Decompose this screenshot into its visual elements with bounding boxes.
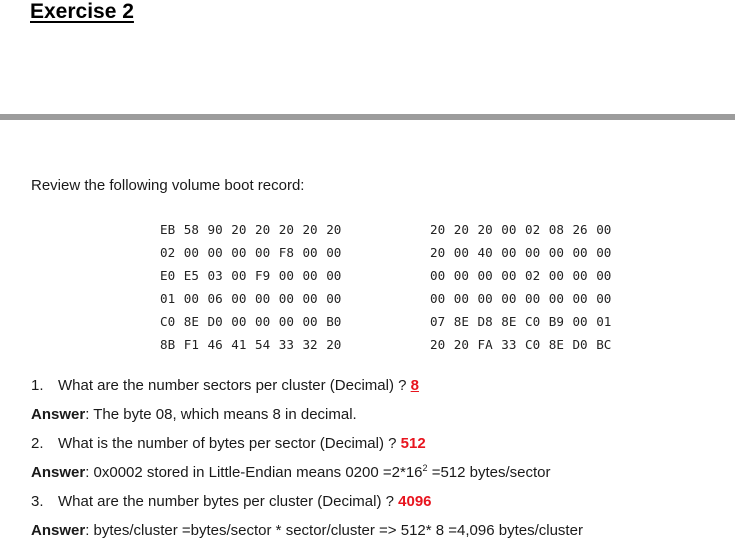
question-text: What is the number of bytes per sector (Decimal) ? — [58, 435, 401, 452]
question-2 — [31, 435, 426, 453]
hex-bytes-right: 07 8E D8 8E C0 B9 00 01 — [430, 314, 612, 329]
answer-text-pre: : 0x0002 stored in Little-Endian means 0200 =2*16 — [85, 464, 423, 481]
question-text: What are the number bytes per cluster (Decimal) ? — [58, 493, 399, 510]
answer-text: : bytes/cluster =bytes/sector * sector/cluster => 512* 8 =4,096 bytes/cluster — [85, 522, 583, 539]
hex-row — [160, 241, 700, 264]
question-3 — [31, 493, 432, 511]
hex-bytes-right: 00 00 00 00 00 00 00 00 — [430, 291, 612, 306]
hex-bytes-left: 01 00 06 00 00 00 00 00 — [160, 291, 342, 306]
answer-label: Answer — [31, 464, 86, 481]
question-1 — [31, 377, 419, 395]
question-value: 512 — [400, 435, 426, 452]
exercise-title: Exercise 2 — [30, 0, 134, 23]
answer-label: Answer — [31, 522, 86, 539]
answer-3 — [31, 522, 583, 540]
question-value: 8 — [410, 377, 419, 394]
question-value: 4096 — [398, 493, 432, 510]
question-number: 2. — [31, 435, 44, 452]
hex-row — [160, 333, 700, 356]
answer-text: : The byte 08, which means 8 in decimal. — [85, 406, 357, 423]
boot-record-hex-dump — [160, 218, 700, 356]
intro-text: Review the following volume boot record: — [31, 177, 305, 194]
answer-2 — [31, 464, 551, 482]
hex-bytes-left: EB 58 90 20 20 20 20 20 — [160, 222, 342, 237]
answer-label: Answer — [31, 406, 86, 423]
question-number: 3. — [31, 493, 44, 510]
hex-bytes-left: 02 00 00 00 00 F8 00 00 — [160, 245, 342, 260]
question-text: What are the number sectors per cluster (Decimal) ? — [58, 377, 411, 394]
hex-bytes-left: 8B F1 46 41 54 33 32 20 — [160, 337, 342, 352]
answer-1 — [31, 406, 357, 424]
hex-bytes-left: E0 E5 03 00 F9 00 00 00 — [160, 268, 342, 283]
hex-bytes-right: 20 20 20 00 02 08 26 00 — [430, 222, 612, 237]
hex-row — [160, 218, 700, 241]
hex-bytes-right: 00 00 00 00 02 00 00 00 — [430, 268, 612, 283]
hex-row — [160, 287, 700, 310]
hex-bytes-left: C0 8E D0 00 00 00 00 B0 — [160, 314, 342, 329]
hex-row — [160, 264, 700, 287]
hex-bytes-right: 20 20 FA 33 C0 8E D0 BC — [430, 337, 612, 352]
answer-exponent: 2 — [422, 463, 428, 473]
answer-text-post: =512 bytes/sector — [427, 464, 551, 481]
hex-bytes-right: 20 00 40 00 00 00 00 00 — [430, 245, 612, 260]
question-number: 1. — [31, 377, 44, 394]
hex-row — [160, 310, 700, 333]
horizontal-divider — [0, 114, 735, 120]
